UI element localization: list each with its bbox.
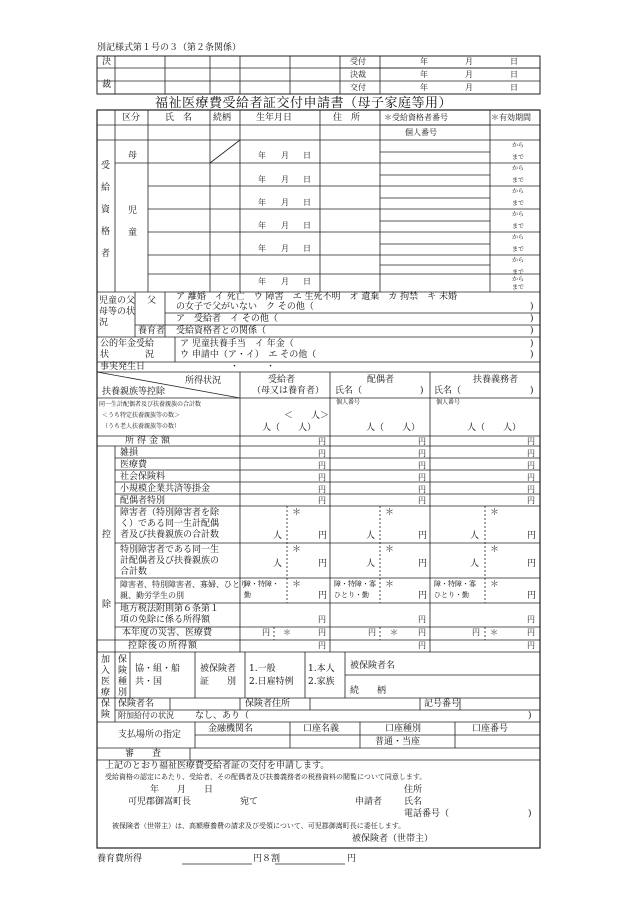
yen: 円 [418, 461, 426, 470]
day-1: 日 [510, 57, 518, 66]
yen: 円 [318, 437, 326, 446]
from-label: から [512, 211, 525, 218]
birth-month: 月 [281, 175, 289, 184]
yen: 円 [318, 473, 326, 482]
birth-month: 月 [281, 221, 289, 230]
star: ＊ [385, 580, 395, 590]
star: ＊ [292, 580, 302, 590]
obligor-category-options: 障・特障・寡 [434, 580, 476, 588]
persons: 人 [470, 531, 480, 541]
decision-label-sai: 裁 [102, 80, 112, 90]
yen: 円 [418, 641, 426, 650]
col-address: 住 所 [333, 113, 361, 123]
event-date-label: 事実発生日 [100, 362, 146, 372]
yen: 円 [527, 461, 535, 470]
applicant-name-label: 氏名 [404, 797, 423, 807]
item-casualty: 雑損 [120, 448, 139, 458]
to-label: まで [512, 246, 525, 253]
applicant-label: 申請者 [355, 797, 383, 807]
insurance-vertical-label: 加入医療保険 [101, 655, 111, 720]
deduction-vertical-label: 控除 [102, 530, 112, 610]
yen: 円 [418, 559, 428, 569]
birth-month: 月 [281, 151, 289, 160]
yen: 円 [318, 641, 326, 650]
yen: 円 [418, 615, 426, 624]
self-option: 1.本人 [308, 664, 335, 674]
pension-options: ア 児童扶養手当 イ 年金（ [180, 339, 294, 349]
spouse-category-work: ひとり・勤 [334, 591, 369, 599]
yen: 円 [527, 473, 535, 482]
row-mother: 母 [128, 151, 138, 161]
yen: 円 [527, 615, 535, 624]
spouse-personal-number: 個人番号 [336, 399, 361, 406]
paren-close: ) [420, 386, 424, 396]
from-label: から [512, 165, 525, 172]
persons: 人 [366, 531, 376, 541]
birth-month: 月 [281, 277, 289, 286]
yen: 円 [347, 854, 357, 864]
account-type-options: 普通・当座 [375, 737, 421, 747]
insured-label: 被保険者 [200, 664, 237, 674]
birth-year: 年 [258, 175, 266, 184]
form-number: 別記様式第１号の３（第２条関係） [97, 43, 242, 53]
col-kubun: 区分 [122, 113, 141, 123]
yen: 円 [318, 496, 326, 505]
declaration-line-1: 上記のとおり福祉医療費受給者証の交付を申請します。 [105, 761, 330, 771]
additional-benefits-options: なし、あり（ [195, 711, 250, 721]
paren-close: ) [530, 314, 534, 324]
father-status-other: の女子で父がいない ク その他（ [176, 302, 314, 312]
disabled-line-3: 者及び扶養親族の合計数 [120, 530, 220, 540]
to-label: まで [512, 154, 525, 161]
account-type-label: 口座種別 [385, 724, 422, 734]
year-1: 年 [420, 57, 428, 66]
paren-close: ) [528, 809, 532, 819]
yen: 円 [262, 628, 270, 637]
payment-place-label: 支払場所の指定 [118, 730, 182, 740]
col-support-obligor: 扶養義務者 [473, 375, 519, 385]
birth-year: 年 [258, 198, 266, 207]
yen: 円 [527, 496, 535, 505]
father-label: 父 [147, 296, 157, 306]
dependents-elderly: （うち老人扶養親族等の数） [102, 423, 181, 430]
item-medical: 医療費 [120, 460, 148, 470]
decision-approved: 決裁 [350, 70, 366, 79]
col-spouse: 配偶者 [367, 375, 395, 385]
dependent-deduction-label: 扶養親族等控除 [102, 387, 166, 397]
mayor-name: 可児郡御嵩町長 [128, 797, 192, 807]
recipient-specific-count: ＜ 人＞ [284, 411, 330, 421]
yen: 円 [318, 615, 326, 624]
yen: 円 [527, 559, 537, 569]
birth-day: 日 [303, 244, 311, 253]
col-name: 氏 名 [165, 113, 193, 123]
star: ＊ [490, 508, 500, 518]
yen: 円 [418, 591, 428, 601]
eighty-percent-label: ８割 [262, 854, 281, 864]
birth-day: 日 [303, 151, 311, 160]
star: ＊ [490, 628, 498, 637]
account-number-label: 口座番号 [472, 724, 509, 734]
pension-pending: ウ 申請中（ア・イ） エ その他（ [180, 350, 317, 360]
star: ＊ [292, 545, 302, 555]
addressee: 宛て [240, 797, 259, 807]
spouse-count: 人（ 人） [366, 423, 421, 433]
day-laborer-option: 2.日雇特例 [249, 677, 294, 687]
month-1: 月 [465, 57, 473, 66]
yen: 円 [418, 449, 426, 458]
from-label: から [512, 276, 525, 283]
persons: 人 [273, 531, 283, 541]
obligor-name: 氏名（ [434, 386, 462, 396]
to-label: まで [512, 223, 525, 230]
yen: 円 [527, 531, 537, 541]
guardian-relation: 受給資格者との関係（ [176, 326, 267, 336]
declaration-line-2: 受給資格の認定にあたり、受給者、その配偶者及び扶養義務者の税務資料の閲覧について同意します。 [105, 773, 427, 781]
col-relation: 続柄 [213, 113, 232, 123]
account-holder-label: 口座名義 [303, 724, 340, 734]
item-social-insurance: 社会保険料 [120, 472, 166, 482]
paren-close: ) [530, 339, 534, 349]
yen: 円 [418, 485, 426, 494]
persons: 人 [273, 559, 283, 569]
star: ＊ [292, 508, 302, 518]
yen: 円 [527, 591, 537, 601]
paren-close: ) [530, 386, 534, 396]
month-2: 月 [465, 70, 473, 79]
yen: 円 [527, 485, 535, 494]
yen: 円 [418, 496, 426, 505]
yen: 円 [318, 449, 326, 458]
insurance-type-options-1: 協・組・船 [135, 664, 181, 674]
birth-year: 年 [258, 221, 266, 230]
insurance-type-vertical: 保険種別 [118, 655, 128, 698]
birth-year: 年 [258, 151, 266, 160]
obligor-count: 人（ 人） [467, 423, 522, 433]
vertical-eligibility-label: 受給資格者 [101, 161, 111, 259]
birth-day: 日 [303, 221, 311, 230]
star: ＊ [490, 580, 500, 590]
yen: 円 [418, 531, 428, 541]
day-3: 日 [510, 83, 518, 92]
col-validity: ＊有効期間 [491, 113, 531, 122]
pension-label-1: 公的年金受給 [100, 339, 155, 349]
special-disabled-line-3: 合計数 [120, 567, 148, 577]
yen: 円 [318, 591, 328, 601]
year-3: 年 [420, 83, 428, 92]
disabled-line-2: く）である同一生計配偶 [120, 519, 220, 529]
yen: 円 [418, 437, 426, 446]
recipient-category-options: 障・特障・ [244, 580, 279, 588]
col-birthdate: 生年月日 [256, 113, 293, 123]
to-label: まで [512, 284, 525, 291]
form-title: 福祉医療費受給者証交付申請書（母子家庭等用） [155, 96, 453, 111]
bank-name-label: 金融機関名 [208, 724, 254, 734]
pension-label-2: 状 況 [100, 350, 155, 360]
birth-day: 日 [303, 198, 311, 207]
paren-close: ) [528, 711, 532, 721]
yen: 円 [253, 854, 263, 864]
applicant-address-label: 住所 [404, 785, 423, 795]
paren-close: ) [530, 350, 534, 360]
col-personal-number: 個人番号 [405, 128, 437, 137]
from-label: から [512, 142, 525, 149]
yen: 円 [527, 449, 535, 458]
decision-received: 受付 [350, 57, 366, 66]
card-type-label: 証 別 [200, 677, 237, 687]
to-label: まで [512, 200, 525, 207]
birth-month: 月 [281, 244, 289, 253]
col-recipient: 受給者 [268, 375, 296, 385]
disabled-line-1: 障害者（特別障害者を除 [120, 508, 220, 518]
row-children: 児童 [128, 206, 138, 238]
phone-label: 電話番号（ [404, 809, 450, 819]
birth-year: 年 [258, 244, 266, 253]
special-disabled-line-2: 計配偶者及び扶養親族の [120, 556, 220, 566]
event-date-dots: ・ ・ [230, 362, 276, 372]
yen: 円 [318, 531, 328, 541]
col-eligibility-number: ＊受給資格者番号 [384, 113, 448, 122]
col-recipient-sub: （母又は養育者） [252, 386, 325, 396]
father-status-options: ア 離婚 イ 死亡 ウ 障害 エ 生死不明 オ 遺棄 カ 拘禁 キ 未婚 [176, 292, 458, 302]
birth-year: 年 [258, 277, 266, 286]
day-2: 日 [510, 70, 518, 79]
star: ＊ [490, 545, 500, 555]
month-3: 月 [465, 83, 473, 92]
disaster-medical-label: 本年度の災害、医療費 [122, 628, 213, 638]
review-label: 審 査 [125, 749, 162, 759]
from-label: から [512, 234, 525, 241]
star: ＊ [390, 628, 398, 637]
local-tax-line-1: 地方税法附則第６条第１ [120, 604, 220, 614]
paren-close: ) [530, 302, 534, 312]
star: ＊ [283, 628, 291, 637]
parent-status-label: 児童の父母等の状況 [99, 296, 136, 328]
paren-close: ) [530, 326, 534, 336]
insured-name-label: 被保険者名 [350, 661, 396, 671]
yen: 円 [418, 628, 426, 637]
yen: 円 [418, 473, 426, 482]
family-option: 2.家族 [308, 677, 335, 687]
recipient-options: ア 受給者 イ その他（ [176, 314, 278, 324]
birth-day: 日 [303, 277, 311, 286]
widow-category-1: 障害者、特別障害者、寡婦、ひとり [120, 580, 248, 589]
persons: 人 [470, 559, 480, 569]
dependents-specific: ＜うち特定扶養親族等の数＞ [102, 412, 181, 419]
insured-head-label: 被保険者（世帯主） [352, 834, 434, 844]
from-label: から [512, 257, 525, 264]
widow-category-2: 親、勤労学生の別 [120, 591, 184, 600]
guardian-label: 養育者 [138, 326, 166, 336]
additional-benefits-label: 附加給付の状況 [118, 711, 174, 720]
to-label: まで [512, 269, 525, 276]
item-spouse-special: 配偶者特別 [120, 496, 166, 506]
child-support-income-label: 養育費所得 [97, 854, 143, 864]
obligor-personal-number: 個人番号 [436, 399, 461, 406]
obligor-category-work: ひとり・勤 [434, 591, 469, 599]
spouse-category-options: 障・特障・寡 [334, 580, 376, 588]
declaration-date: 年 月 日 [150, 785, 214, 795]
decision-label-ketsu: 決 [102, 57, 112, 67]
yen: 円 [318, 485, 326, 494]
special-disabled-line-1: 特別障害者である同一生 [120, 545, 220, 555]
insurer-name-label: 保険者名 [118, 699, 155, 709]
yen: 円 [527, 628, 535, 637]
yen: 円 [368, 628, 376, 637]
yen: 円 [318, 628, 326, 637]
spouse-name: 氏名（ [335, 386, 363, 396]
yen: 円 [527, 437, 535, 446]
star: ＊ [385, 545, 395, 555]
yen: 円 [472, 628, 480, 637]
star: ＊ [385, 508, 395, 518]
recipient-category-work: 勤 [244, 591, 251, 599]
birth-day: 日 [303, 175, 311, 184]
dependents-total: 同一生計配偶者及び扶養親族の合計数 [99, 401, 202, 408]
income-amount-label: 所得金額 [125, 436, 174, 446]
decision-issued: 交付 [350, 83, 366, 92]
local-tax-line-2: 項の免除に係る所得額 [120, 615, 211, 625]
symbol-number-label: 記号番号 [424, 699, 461, 709]
birth-month: 月 [281, 198, 289, 207]
recipient-count: 人（ 人） [262, 423, 317, 433]
yen: 円 [318, 461, 326, 470]
persons: 人 [366, 559, 376, 569]
insurance-type-options-2: 共・国 [135, 677, 163, 687]
from-label: から [512, 188, 525, 195]
insurer-address-label: 保険者住所 [245, 699, 291, 709]
declaration-line-3: 被保険者（世帯主）は、高額療養費の請求及び受領について、可児郡御嵩町長に委任します。 [112, 822, 406, 830]
general-option: 1.一般 [249, 664, 276, 674]
after-deduction-label: 控除後の所得額 [128, 641, 199, 651]
income-status-label: 所得状況 [185, 376, 222, 386]
yen: 円 [318, 559, 328, 569]
relation-label: 続 柄 [350, 686, 387, 696]
to-label: まで [512, 177, 525, 184]
year-2: 年 [420, 70, 428, 79]
item-small-business: 小規模企業共済等掛金 [120, 484, 211, 494]
yen: 円 [527, 641, 535, 650]
